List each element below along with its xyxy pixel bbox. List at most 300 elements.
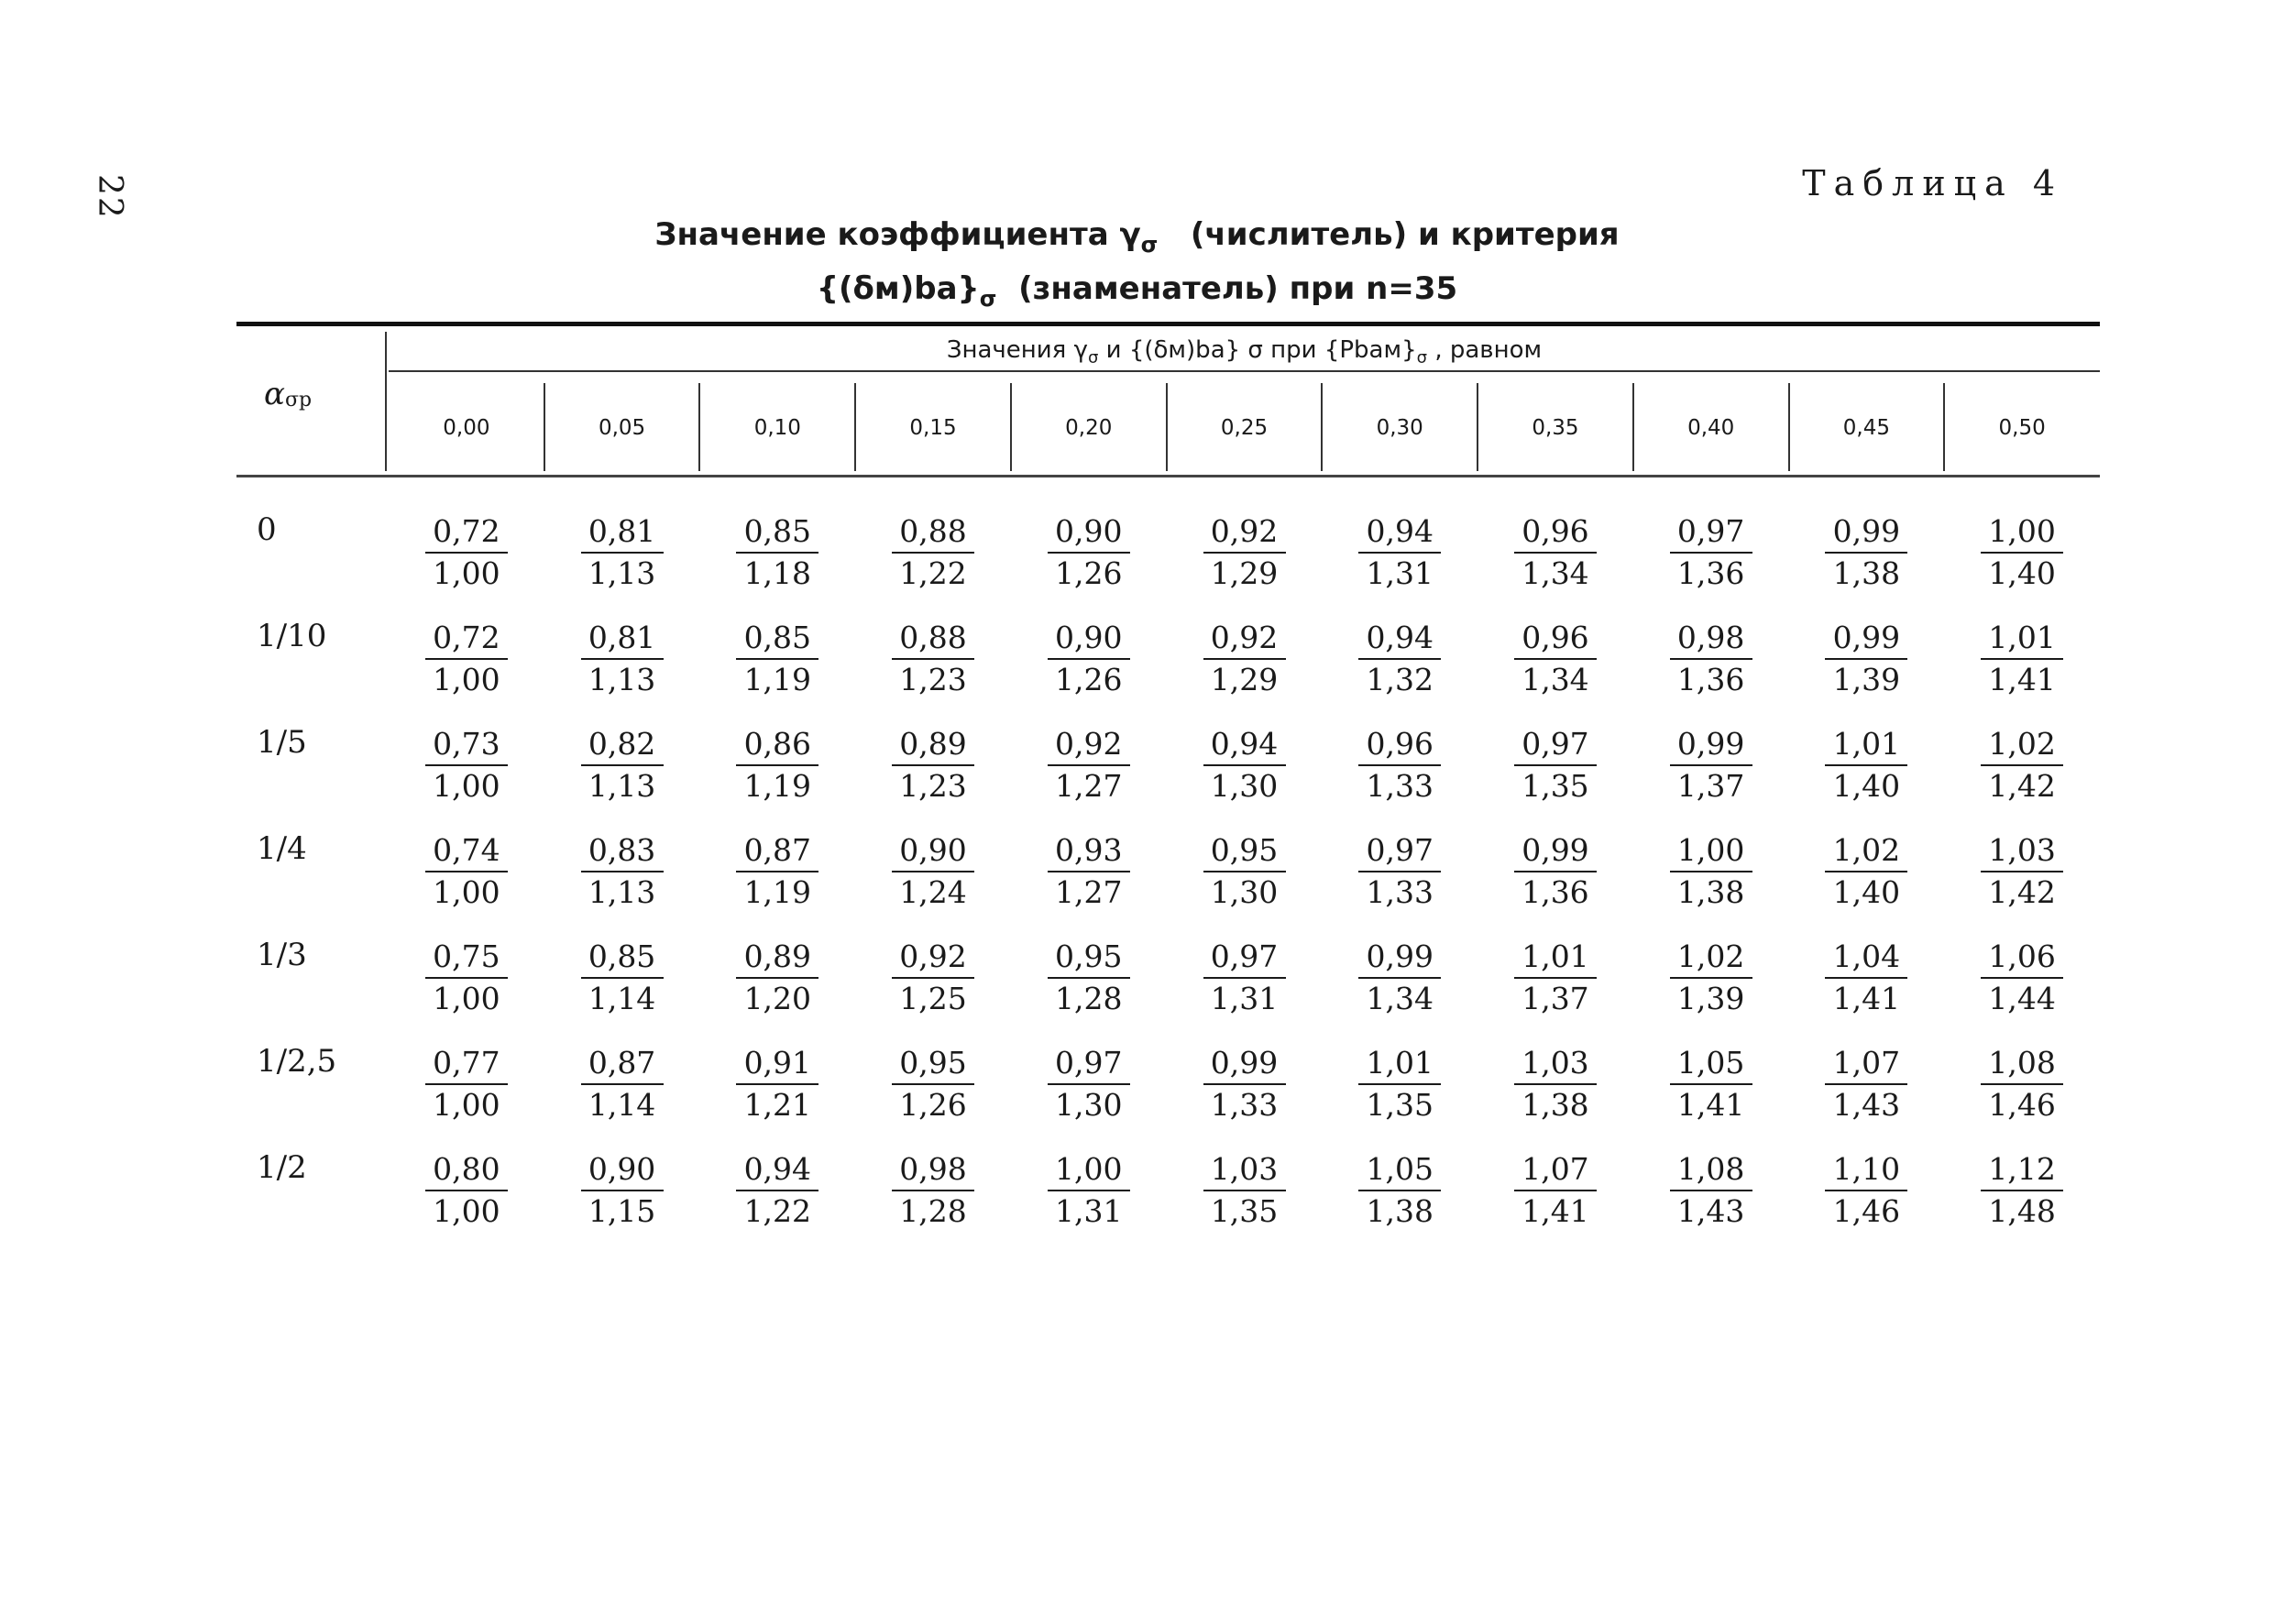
fraction-bar bbox=[892, 977, 974, 979]
title-line-2 bbox=[0, 267, 2274, 321]
cell-denominator: 1,13 bbox=[588, 662, 656, 697]
fraction-bar bbox=[1981, 552, 2063, 554]
cell-denominator: 1,00 bbox=[433, 1087, 500, 1123]
cell-numerator: 1,05 bbox=[1676, 1045, 1745, 1081]
cell-numerator: 0,99 bbox=[1832, 513, 1901, 549]
cell-numerator: 0,99 bbox=[1832, 620, 1901, 655]
column-header: 0,20 bbox=[1065, 416, 1113, 440]
column-separator bbox=[854, 383, 856, 471]
cell-numerator: 0,96 bbox=[1521, 620, 1589, 655]
cell-numerator: 0,89 bbox=[899, 726, 967, 762]
fraction-bar bbox=[1981, 1083, 2063, 1085]
cell-numerator: 0,82 bbox=[588, 726, 656, 762]
cell-numerator: 0,74 bbox=[433, 832, 500, 868]
row-label: 1/2 bbox=[257, 1149, 307, 1186]
table-cell bbox=[1322, 726, 1478, 805]
table-cell bbox=[1944, 938, 2100, 1017]
fraction-bar bbox=[1825, 552, 1907, 554]
fraction-bar bbox=[425, 552, 508, 554]
cell-denominator: 1,24 bbox=[899, 874, 967, 910]
table-cell bbox=[1944, 513, 2100, 592]
cell-numerator: 0,90 bbox=[588, 1151, 656, 1187]
cell-denominator: 1,00 bbox=[433, 555, 500, 591]
column-separator bbox=[1477, 383, 1478, 471]
cell-denominator: 1,41 bbox=[1988, 662, 2056, 697]
cell-numerator: 0,90 bbox=[899, 832, 967, 868]
table-cell bbox=[544, 938, 700, 1017]
cell-denominator: 1,46 bbox=[1988, 1087, 2056, 1123]
fraction-bar bbox=[1825, 977, 1907, 979]
cell-numerator: 0,96 bbox=[1521, 513, 1589, 549]
cell-numerator: 0,98 bbox=[899, 1151, 967, 1187]
column-header: 0,05 bbox=[598, 416, 646, 440]
title-line1-sub: σ bbox=[1140, 231, 1159, 258]
cell-denominator: 1,39 bbox=[1832, 662, 1901, 697]
table-cell bbox=[855, 726, 1011, 805]
fraction-bar bbox=[1514, 1190, 1597, 1191]
cell-denominator: 1,33 bbox=[1366, 874, 1434, 910]
table-cell bbox=[699, 620, 855, 698]
fraction-bar bbox=[1048, 658, 1130, 660]
table-cell bbox=[699, 832, 855, 911]
table-cell bbox=[1478, 1151, 1633, 1230]
column-header: 0,50 bbox=[1998, 416, 2046, 440]
cell-denominator: 1,00 bbox=[433, 874, 500, 910]
cell-numerator: 1,01 bbox=[1366, 1045, 1434, 1081]
table-cell bbox=[1011, 620, 1167, 698]
fraction-bar bbox=[1670, 871, 1752, 872]
cell-denominator: 1,14 bbox=[588, 1087, 656, 1123]
cell-denominator: 1,18 bbox=[743, 555, 812, 591]
cell-denominator: 1,36 bbox=[1676, 662, 1745, 697]
table-cell bbox=[389, 726, 544, 805]
fraction-bar bbox=[892, 871, 974, 872]
table-cell bbox=[699, 513, 855, 592]
cell-numerator: 0,97 bbox=[1366, 832, 1434, 868]
table-label: Таблица 4 bbox=[1802, 163, 2063, 203]
fraction-bar bbox=[1981, 658, 2063, 660]
cell-denominator: 1,13 bbox=[588, 555, 656, 591]
cell-numerator: 0,90 bbox=[1055, 513, 1123, 549]
cell-denominator: 1,27 bbox=[1055, 874, 1123, 910]
table-cell bbox=[1944, 726, 2100, 805]
fraction-bar bbox=[1670, 977, 1752, 979]
fraction-bar bbox=[1048, 552, 1130, 554]
cell-numerator: 0,86 bbox=[743, 726, 812, 762]
table-cell bbox=[1011, 726, 1167, 805]
cell-denominator: 1,35 bbox=[1521, 768, 1589, 804]
fraction-bar bbox=[1825, 658, 1907, 660]
table-cell bbox=[1478, 620, 1633, 698]
span-head-sub2: σ bbox=[1416, 348, 1428, 368]
fraction-bar bbox=[1203, 977, 1286, 979]
table-cell bbox=[1011, 513, 1167, 592]
column-separator bbox=[1321, 383, 1323, 471]
cell-denominator: 1,35 bbox=[1210, 1193, 1279, 1229]
cell-denominator: 1,15 bbox=[588, 1193, 656, 1229]
table-cell bbox=[1633, 513, 1789, 592]
cell-denominator: 1,30 bbox=[1210, 874, 1279, 910]
table-cell bbox=[1322, 832, 1478, 911]
cell-numerator: 1,12 bbox=[1988, 1151, 2056, 1187]
cell-numerator: 0,91 bbox=[743, 1045, 812, 1081]
cell-numerator: 1,00 bbox=[1988, 513, 2056, 549]
column-separator bbox=[1632, 383, 1634, 471]
span-head-b: и {(δм)bа} σ при {Pbам} bbox=[1105, 336, 1417, 364]
table-cell bbox=[1478, 832, 1633, 911]
fraction-bar bbox=[1048, 1190, 1130, 1191]
fraction-bar bbox=[1670, 764, 1752, 766]
cell-numerator: 1,10 bbox=[1832, 1151, 1901, 1187]
cell-denominator: 1,41 bbox=[1832, 981, 1901, 1016]
table-cell bbox=[1478, 938, 1633, 1017]
table-cell bbox=[544, 1151, 700, 1230]
table-cell bbox=[1788, 620, 1944, 698]
table-cell bbox=[699, 938, 855, 1017]
cell-numerator: 0,75 bbox=[433, 938, 500, 974]
cell-denominator: 1,29 bbox=[1210, 662, 1279, 697]
column-separator bbox=[1010, 383, 1012, 471]
cell-numerator: 0,92 bbox=[1055, 726, 1123, 762]
fraction-bar bbox=[892, 552, 974, 554]
cell-denominator: 1,35 bbox=[1366, 1087, 1434, 1123]
cell-numerator: 0,81 bbox=[588, 513, 656, 549]
table-cell bbox=[1167, 1151, 1323, 1230]
table-cell bbox=[1633, 620, 1789, 698]
table-cell bbox=[1167, 832, 1323, 911]
cell-numerator: 1,03 bbox=[1521, 1045, 1589, 1081]
fraction-bar bbox=[1358, 977, 1441, 979]
table-cell bbox=[1633, 1045, 1789, 1124]
fraction-bar bbox=[581, 552, 664, 554]
table-cell bbox=[1788, 1045, 1944, 1124]
fraction-bar bbox=[1203, 552, 1286, 554]
cell-denominator: 1,13 bbox=[588, 874, 656, 910]
cell-numerator: 1,08 bbox=[1988, 1045, 2056, 1081]
fraction-bar bbox=[425, 1190, 508, 1191]
table-cell bbox=[389, 620, 544, 698]
title-line2-b: (знаменатель) при n=35 bbox=[1018, 269, 1458, 307]
table-cell bbox=[1944, 1045, 2100, 1124]
fraction-bar bbox=[1514, 658, 1597, 660]
table-cell bbox=[699, 1045, 855, 1124]
cell-numerator: 0,87 bbox=[588, 1045, 656, 1081]
table-cell bbox=[1633, 832, 1789, 911]
cell-denominator: 1,26 bbox=[1055, 662, 1123, 697]
fraction-bar bbox=[581, 1083, 664, 1085]
cell-numerator: 0,85 bbox=[743, 513, 812, 549]
cell-denominator: 1,28 bbox=[1055, 981, 1123, 1016]
table-cell bbox=[389, 832, 544, 911]
column-separator bbox=[698, 383, 700, 471]
table-cell bbox=[1322, 1045, 1478, 1124]
fraction-bar bbox=[425, 1083, 508, 1085]
cell-numerator: 0,99 bbox=[1676, 726, 1745, 762]
fraction-bar bbox=[892, 1190, 974, 1191]
cell-numerator: 0,73 bbox=[433, 726, 500, 762]
cell-denominator: 1,29 bbox=[1210, 555, 1279, 591]
fraction-bar bbox=[1981, 977, 2063, 979]
cell-denominator: 1,33 bbox=[1366, 768, 1434, 804]
column-header: 0,40 bbox=[1687, 416, 1735, 440]
cell-denominator: 1,13 bbox=[588, 768, 656, 804]
fraction-bar bbox=[1981, 764, 2063, 766]
cell-numerator: 0,94 bbox=[1210, 726, 1279, 762]
table-cell bbox=[855, 832, 1011, 911]
cell-numerator: 0,90 bbox=[1055, 620, 1123, 655]
cell-denominator: 1,14 bbox=[588, 981, 656, 1016]
cell-numerator: 0,95 bbox=[1210, 832, 1279, 868]
cell-denominator: 1,43 bbox=[1832, 1087, 1901, 1123]
fraction-bar bbox=[1670, 658, 1752, 660]
fraction-bar bbox=[736, 871, 818, 872]
fraction-bar bbox=[736, 1190, 818, 1191]
cell-numerator: 0,99 bbox=[1210, 1045, 1279, 1081]
cell-numerator: 1,02 bbox=[1676, 938, 1745, 974]
table-cell bbox=[1788, 1151, 1944, 1230]
table-cell bbox=[544, 620, 700, 698]
fraction-bar bbox=[1514, 977, 1597, 979]
cell-numerator: 0,85 bbox=[588, 938, 656, 974]
cell-numerator: 0,95 bbox=[1055, 938, 1123, 974]
cell-numerator: 0,81 bbox=[588, 620, 656, 655]
cell-numerator: 0,87 bbox=[743, 832, 812, 868]
cell-denominator: 1,28 bbox=[899, 1193, 967, 1229]
table-cell bbox=[855, 620, 1011, 698]
table-cell bbox=[389, 1151, 544, 1230]
table-cell bbox=[1322, 620, 1478, 698]
cell-denominator: 1,41 bbox=[1676, 1087, 1745, 1123]
fraction-bar bbox=[425, 764, 508, 766]
fraction-bar bbox=[1203, 658, 1286, 660]
column-header: 0,10 bbox=[753, 416, 801, 440]
fraction-bar bbox=[425, 977, 508, 979]
fraction-bar bbox=[1048, 1083, 1130, 1085]
fraction-bar bbox=[1825, 1190, 1907, 1191]
fraction-bar bbox=[581, 871, 664, 872]
cell-denominator: 1,31 bbox=[1210, 981, 1279, 1016]
table-cell bbox=[544, 1045, 700, 1124]
column-header: 0,15 bbox=[909, 416, 957, 440]
title-line-1 bbox=[0, 213, 2274, 267]
table-cell bbox=[1478, 1045, 1633, 1124]
cell-numerator: 0,80 bbox=[433, 1151, 500, 1187]
title-line1-a: Значение коэффициента γ bbox=[654, 216, 1141, 253]
table-cell bbox=[1633, 938, 1789, 1017]
cell-denominator: 1,31 bbox=[1366, 555, 1434, 591]
fraction-bar bbox=[1981, 1190, 2063, 1191]
cell-numerator: 0,94 bbox=[743, 1151, 812, 1187]
span-head-c: , равном bbox=[1434, 336, 1543, 364]
page-number: 22 bbox=[91, 174, 128, 220]
header-divider bbox=[385, 332, 387, 471]
cell-numerator: 0,94 bbox=[1366, 513, 1434, 549]
cell-numerator: 1,01 bbox=[1988, 620, 2056, 655]
table-cell bbox=[544, 832, 700, 911]
cell-denominator: 1,22 bbox=[743, 1193, 812, 1229]
table-cell bbox=[1322, 1151, 1478, 1230]
fraction-bar bbox=[1048, 977, 1130, 979]
fraction-bar bbox=[1514, 764, 1597, 766]
cell-numerator: 1,01 bbox=[1832, 726, 1901, 762]
table-cell bbox=[1478, 513, 1633, 592]
table-cell bbox=[1788, 726, 1944, 805]
table-cell bbox=[1167, 513, 1323, 592]
cell-numerator: 1,01 bbox=[1521, 938, 1589, 974]
table-cell bbox=[1788, 832, 1944, 911]
cell-numerator: 0,99 bbox=[1521, 832, 1589, 868]
cell-numerator: 0,72 bbox=[433, 513, 500, 549]
table-cell bbox=[389, 1045, 544, 1124]
cell-denominator: 1,23 bbox=[899, 768, 967, 804]
fraction-bar bbox=[1514, 871, 1597, 872]
cell-denominator: 1,33 bbox=[1210, 1087, 1279, 1123]
column-header: 0,35 bbox=[1532, 416, 1579, 440]
table-cell bbox=[1011, 938, 1167, 1017]
cell-numerator: 0,72 bbox=[433, 620, 500, 655]
cell-denominator: 1,20 bbox=[743, 981, 812, 1016]
fraction-bar bbox=[736, 658, 818, 660]
cell-denominator: 1,00 bbox=[433, 1193, 500, 1229]
cell-numerator: 0,92 bbox=[1210, 513, 1279, 549]
corner-main: α bbox=[264, 376, 285, 412]
fraction-bar bbox=[581, 658, 664, 660]
cell-denominator: 1,34 bbox=[1521, 662, 1589, 697]
fraction-bar bbox=[581, 1190, 664, 1191]
cell-denominator: 1,44 bbox=[1988, 981, 2056, 1016]
table-cell bbox=[1167, 1045, 1323, 1124]
cell-numerator: 0,88 bbox=[899, 620, 967, 655]
title-line2-a: {(δм)bа} bbox=[816, 269, 980, 307]
cell-denominator: 1,38 bbox=[1676, 874, 1745, 910]
cell-numerator: 1,02 bbox=[1988, 726, 2056, 762]
cell-denominator: 1,37 bbox=[1676, 768, 1745, 804]
fraction-bar bbox=[736, 552, 818, 554]
cell-numerator: 1,00 bbox=[1676, 832, 1745, 868]
table-cell bbox=[855, 513, 1011, 592]
table-cell bbox=[855, 1151, 1011, 1230]
fraction-bar bbox=[736, 764, 818, 766]
cell-numerator: 0,97 bbox=[1521, 726, 1589, 762]
cell-numerator: 0,88 bbox=[899, 513, 967, 549]
cell-numerator: 1,06 bbox=[1988, 938, 2056, 974]
cell-numerator: 0,92 bbox=[1210, 620, 1279, 655]
table-cell bbox=[1011, 832, 1167, 911]
column-separator bbox=[1943, 383, 1945, 471]
fraction-bar bbox=[1358, 658, 1441, 660]
title-line1-b: (числитель) и критерия bbox=[1190, 216, 1620, 253]
cell-denominator: 1,40 bbox=[1988, 555, 2056, 591]
fraction-bar bbox=[1514, 1083, 1597, 1085]
cell-numerator: 0,93 bbox=[1055, 832, 1123, 868]
span-head-sub1: σ bbox=[1087, 348, 1099, 368]
fraction-bar bbox=[892, 658, 974, 660]
row-label: 1/3 bbox=[257, 937, 307, 973]
cell-denominator: 1,21 bbox=[743, 1087, 812, 1123]
cell-denominator: 1,26 bbox=[1055, 555, 1123, 591]
cell-numerator: 1,07 bbox=[1832, 1045, 1901, 1081]
fraction-bar bbox=[892, 764, 974, 766]
row-label: 1/5 bbox=[257, 724, 307, 761]
column-header: 0,00 bbox=[443, 416, 490, 440]
cell-denominator: 1,32 bbox=[1366, 662, 1434, 697]
fraction-bar bbox=[1670, 1083, 1752, 1085]
fraction-bar bbox=[1358, 871, 1441, 872]
cell-denominator: 1,46 bbox=[1832, 1193, 1901, 1229]
cell-numerator: 0,98 bbox=[1676, 620, 1745, 655]
cell-numerator: 0,92 bbox=[899, 938, 967, 974]
table-cell bbox=[1167, 620, 1323, 698]
table-cell bbox=[1788, 938, 1944, 1017]
cell-denominator: 1,37 bbox=[1521, 981, 1589, 1016]
cell-denominator: 1,43 bbox=[1676, 1193, 1745, 1229]
cell-numerator: 1,03 bbox=[1988, 832, 2056, 868]
fraction-bar bbox=[1203, 1083, 1286, 1085]
row-label: 1/2,5 bbox=[257, 1043, 337, 1080]
cell-denominator: 1,27 bbox=[1055, 768, 1123, 804]
cell-numerator: 0,97 bbox=[1210, 938, 1279, 974]
fraction-bar bbox=[736, 1083, 818, 1085]
column-separator bbox=[544, 383, 545, 471]
table-cell bbox=[855, 938, 1011, 1017]
cell-denominator: 1,48 bbox=[1988, 1193, 2056, 1229]
table-cell bbox=[1011, 1151, 1167, 1230]
table-cell bbox=[1633, 726, 1789, 805]
fraction-bar bbox=[581, 764, 664, 766]
cell-denominator: 1,36 bbox=[1676, 555, 1745, 591]
table-cell bbox=[1167, 726, 1323, 805]
table-cell bbox=[389, 938, 544, 1017]
header-bottom-rule bbox=[236, 475, 2100, 477]
column-header: 0,30 bbox=[1376, 416, 1423, 440]
cell-denominator: 1,34 bbox=[1366, 981, 1434, 1016]
column-header: 0,25 bbox=[1220, 416, 1269, 440]
table-cell bbox=[544, 513, 700, 592]
fraction-bar bbox=[892, 1083, 974, 1085]
cell-denominator: 1,36 bbox=[1521, 874, 1589, 910]
table-cell bbox=[1322, 938, 1478, 1017]
table-cell bbox=[1944, 832, 2100, 911]
cell-denominator: 1,42 bbox=[1988, 768, 2056, 804]
fraction-bar bbox=[1048, 871, 1130, 872]
cell-numerator: 0,85 bbox=[743, 620, 812, 655]
cell-denominator: 1,00 bbox=[433, 662, 500, 697]
cell-numerator: 0,97 bbox=[1676, 513, 1745, 549]
table-title bbox=[0, 213, 2274, 321]
cell-denominator: 1,38 bbox=[1521, 1087, 1589, 1123]
cell-numerator: 0,96 bbox=[1366, 726, 1434, 762]
table-cell bbox=[1011, 1045, 1167, 1124]
fraction-bar bbox=[1825, 1083, 1907, 1085]
cell-denominator: 1,41 bbox=[1521, 1193, 1589, 1229]
cell-numerator: 1,04 bbox=[1832, 938, 1901, 974]
cell-numerator: 0,94 bbox=[1366, 620, 1434, 655]
cell-numerator: 0,97 bbox=[1055, 1045, 1123, 1081]
cell-numerator: 0,83 bbox=[588, 832, 656, 868]
fraction-bar bbox=[1514, 552, 1597, 554]
cell-denominator: 1,00 bbox=[433, 768, 500, 804]
fraction-bar bbox=[1670, 552, 1752, 554]
fraction-bar bbox=[425, 871, 508, 872]
column-header: 0,45 bbox=[1842, 416, 1890, 440]
cell-denominator: 1,30 bbox=[1055, 1087, 1123, 1123]
fraction-bar bbox=[1203, 871, 1286, 872]
fraction-bar bbox=[581, 977, 664, 979]
cell-numerator: 0,89 bbox=[743, 938, 812, 974]
fraction-bar bbox=[1203, 1190, 1286, 1191]
fraction-bar bbox=[1358, 1190, 1441, 1191]
cell-numerator: 1,05 bbox=[1366, 1151, 1434, 1187]
